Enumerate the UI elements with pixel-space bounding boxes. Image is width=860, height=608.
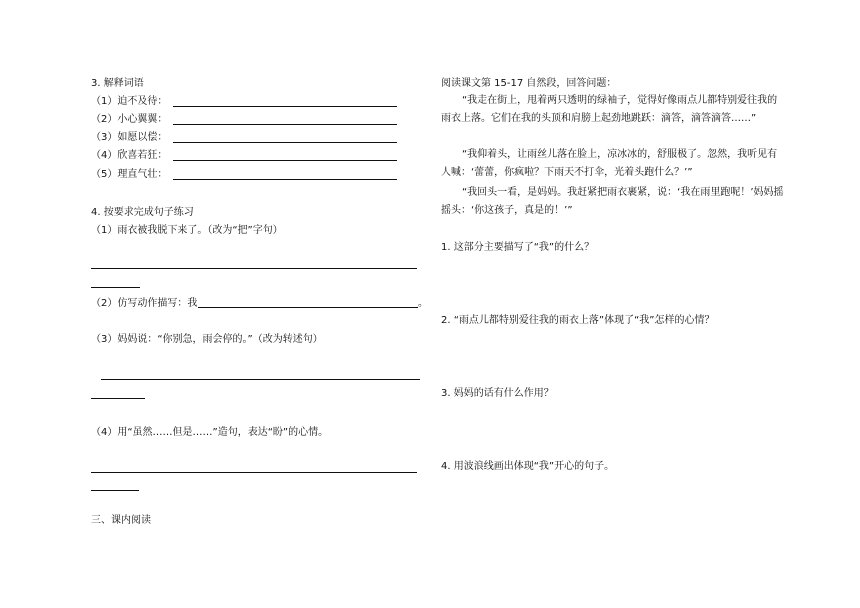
sentence-task-2-suffix: 。 bbox=[418, 298, 428, 309]
answer-line bbox=[101, 379, 420, 380]
answer-line bbox=[173, 106, 397, 107]
word-item-5: （5）理直气壮： bbox=[91, 169, 168, 180]
answer-line bbox=[91, 268, 417, 269]
answer-line bbox=[173, 179, 397, 180]
question-2: 2. “雨点儿都特别爱往我的雨衣上落”体现了“我”怎样的心情？ bbox=[441, 315, 715, 326]
passage-paragraph-3: “我回头一看，是妈妈。我赶紧把雨衣裹紧，说：‘我在雨里跑呢！’妈妈摇摇头：‘你这孩子，真是的！’” bbox=[441, 187, 784, 216]
reading-intro: 阅读课文第 15-17 自然段，回答问题： bbox=[441, 78, 617, 89]
question-3: 3. 妈妈的话有什么作用？ bbox=[441, 388, 554, 399]
answer-line bbox=[173, 124, 397, 125]
sentence-task-4: （4）用“虽然……但是……”造句，表达“盼”的心情。 bbox=[91, 427, 329, 438]
sentence-task-2-prefix: （2）仿写动作描写：我 bbox=[91, 298, 198, 309]
sentence-task-1: （1）雨衣被我脱下来了。（改为“把”字句） bbox=[91, 225, 283, 236]
answer-line bbox=[173, 142, 397, 143]
passage-paragraph-2: “我仰着头，让雨丝儿落在脸上，凉冰冰的，舒服极了。忽然，我听见有人喊：‘蕾蕾，你疯啦？下雨天不打伞，光着头跑什么？’” bbox=[441, 149, 778, 178]
section-3-heading: 三、课内阅读 bbox=[91, 515, 151, 526]
answer-line bbox=[91, 490, 139, 491]
answer-line bbox=[91, 287, 140, 288]
answer-line bbox=[198, 307, 418, 308]
question-1: 1. 这部分主要描写了“我”的什么？ bbox=[441, 242, 595, 253]
passage-paragraph-1: “我走在街上，甩着两只透明的绿袖子，觉得好像雨点儿都特别爱往我的雨衣上落。它们在我的头顶和肩膀上起劲地跳跃：滴答，滴答滴答……” bbox=[441, 95, 778, 124]
answer-line bbox=[173, 160, 397, 161]
q4-title: 4. 按要求完成句子练习 bbox=[91, 207, 194, 218]
word-item-4: （4）欣喜若狂： bbox=[91, 150, 168, 161]
answer-line bbox=[91, 398, 145, 399]
word-item-3: （3）如愿以偿： bbox=[91, 132, 168, 143]
sentence-task-3: （3）妈妈说：“你别急，雨会停的。”（改为转述句） bbox=[91, 334, 323, 345]
word-item-1: （1）迫不及待： bbox=[91, 96, 168, 107]
question-4: 4. 用波浪线画出体现“我”开心的句子。 bbox=[441, 461, 615, 472]
q3-title: 3. 解释词语 bbox=[91, 78, 144, 89]
word-item-2: （2）小心翼翼： bbox=[91, 114, 168, 125]
answer-line bbox=[91, 472, 417, 473]
